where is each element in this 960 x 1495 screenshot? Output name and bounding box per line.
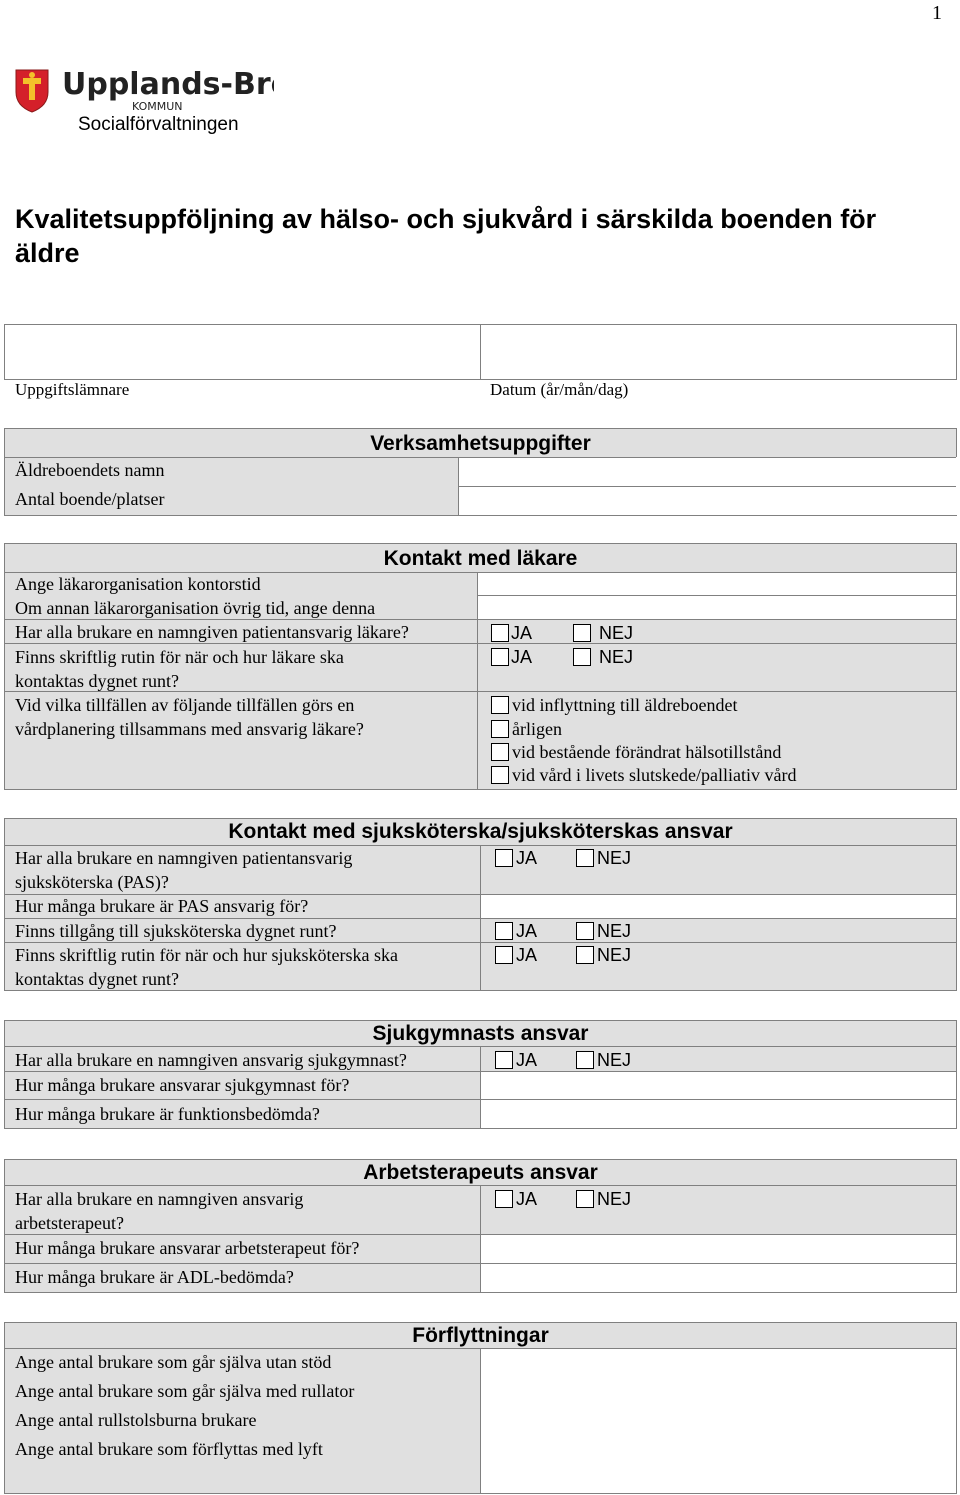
no-checkbox[interactable]	[576, 946, 594, 964]
option-checkbox[interactable]	[491, 766, 509, 784]
question: Hur många brukare är ADL-bedömda?	[15, 1267, 294, 1287]
no-label: NEJ	[597, 921, 632, 941]
yes-checkbox[interactable]	[491, 648, 509, 666]
question: Har alla brukare en namngiven patientansvarig	[15, 848, 353, 868]
question: Hur många brukare är PAS ansvarig för?	[15, 896, 309, 916]
section-title: Verksamhetsuppgifter	[370, 432, 591, 455]
section-arbetsterapeut	[4, 1159, 957, 1293]
yes-label: JA	[516, 921, 538, 941]
section-title: Arbetsterapeuts ansvar	[363, 1161, 598, 1184]
question: Vid vilka tillfällen av följande tillfällen görs en	[15, 695, 355, 715]
yes-checkbox[interactable]	[495, 849, 513, 867]
pas-count-input[interactable]	[481, 895, 956, 918]
yes-checkbox[interactable]	[491, 624, 509, 642]
reporter-field[interactable]	[4, 324, 481, 380]
option-checkbox[interactable]	[491, 720, 509, 738]
section-title: Sjukgymnasts ansvar	[372, 1022, 589, 1045]
yes-label: JA	[516, 945, 538, 965]
question: Ange antal brukare som går själva utan stöd	[15, 1352, 332, 1372]
no-label: NEJ	[597, 1050, 632, 1070]
question: Finns tillgång till sjuksköterska dygnet runt?	[15, 921, 337, 941]
coat-of-arms-icon	[14, 66, 274, 116]
yes-checkbox[interactable]	[495, 946, 513, 964]
question: sjuksköterska (PAS)?	[15, 872, 169, 892]
no-checkbox[interactable]	[576, 1051, 594, 1069]
department-name: Socialförvaltningen	[78, 114, 239, 135]
section-sjukgymnast	[4, 1020, 957, 1129]
option-checkbox[interactable]	[491, 696, 509, 714]
question: Ange antal brukare som går själva med rullator	[15, 1381, 355, 1401]
no-checkbox[interactable]	[573, 648, 591, 666]
no-checkbox[interactable]	[576, 922, 594, 940]
question: kontaktas dygnet runt?	[15, 969, 179, 989]
question: Ange antal rullstolsburna brukare	[15, 1410, 257, 1430]
svg-text:Upplands-Bro: Upplands-Bro	[62, 67, 274, 102]
section-lakare	[4, 543, 957, 790]
question: Har alla brukare en namngiven ansvarig	[15, 1189, 304, 1209]
no-checkbox[interactable]	[576, 849, 594, 867]
section-title: Kontakt med läkare	[383, 547, 578, 570]
question: Ange antal brukare som förflyttas med lyft	[15, 1439, 323, 1459]
yes-label: JA	[511, 623, 533, 643]
yes-label: JA	[516, 848, 538, 868]
no-checkbox[interactable]	[576, 1190, 594, 1208]
date-label: Datum (år/mån/dag)	[490, 380, 629, 399]
question: Om annan läkarorganisation övrig tid, ange denna	[15, 598, 376, 618]
no-checkbox[interactable]	[573, 624, 591, 642]
page-title: Kvalitetsuppföljning av hälso- och sjukvård i särskilda boenden för äldre	[15, 204, 877, 268]
yes-label: JA	[516, 1050, 538, 1070]
no-label: NEJ	[599, 647, 634, 667]
question: Finns skriftlig rutin för när och hur sjuksköterska ska	[15, 945, 398, 965]
no-label: NEJ	[599, 623, 634, 643]
section-title: Förflyttningar	[412, 1324, 549, 1347]
yes-label: JA	[511, 647, 533, 667]
option-label: vid inflyttning till äldreboendet	[512, 695, 738, 715]
option-label: vid vård i livets slutskede/palliativ vård	[512, 765, 797, 785]
question: kontaktas dygnet runt?	[15, 671, 179, 691]
option-checkbox[interactable]	[491, 743, 509, 761]
yes-checkbox[interactable]	[495, 1190, 513, 1208]
question: Hur många brukare är funktionsbedömda?	[15, 1104, 320, 1124]
question: Finns skriftlig rutin för när och hur läkare ska	[15, 647, 344, 667]
question: Hur många brukare ansvarar sjukgymnast för?	[15, 1075, 350, 1095]
count-input[interactable]	[481, 1072, 956, 1128]
reporter-label: Uppgiftslämnare	[15, 380, 130, 399]
page-number: 1	[932, 2, 942, 24]
yes-checkbox[interactable]	[495, 1051, 513, 1069]
no-label: NEJ	[597, 1189, 632, 1209]
section-verksamhet	[4, 428, 957, 516]
question: arbetsterapeut?	[15, 1213, 124, 1233]
count-input[interactable]	[481, 1349, 956, 1493]
option-label: vid bestående förändrat hälsotillstånd	[512, 742, 782, 762]
municipality-logo	[14, 66, 274, 116]
section-sjukskoterska	[4, 818, 957, 991]
field-label: Äldreboendets namn	[15, 460, 165, 480]
svg-text:KOMMUN: KOMMUN	[132, 100, 183, 113]
no-label: NEJ	[597, 945, 632, 965]
date-field[interactable]	[480, 324, 957, 380]
yes-label: JA	[516, 1189, 538, 1209]
question: Hur många brukare ansvarar arbetsterapeut för?	[15, 1238, 360, 1258]
no-label: NEJ	[597, 848, 632, 868]
field-label: Antal boende/platser	[15, 489, 165, 509]
question: Har alla brukare en namngiven patientansvarig läkare?	[15, 622, 409, 642]
section-forflyttningar	[4, 1322, 957, 1494]
question: vårdplanering tillsammans med ansvarig läkare?	[15, 719, 364, 739]
question: Har alla brukare en namngiven ansvarig sjukgymnast?	[15, 1050, 407, 1070]
option-label: årligen	[512, 719, 562, 739]
question: Ange läkarorganisation kontorstid	[15, 574, 261, 594]
section-title: Kontakt med sjuksköterska/sjuksköterskas ansvar	[228, 820, 733, 843]
yes-checkbox[interactable]	[495, 922, 513, 940]
